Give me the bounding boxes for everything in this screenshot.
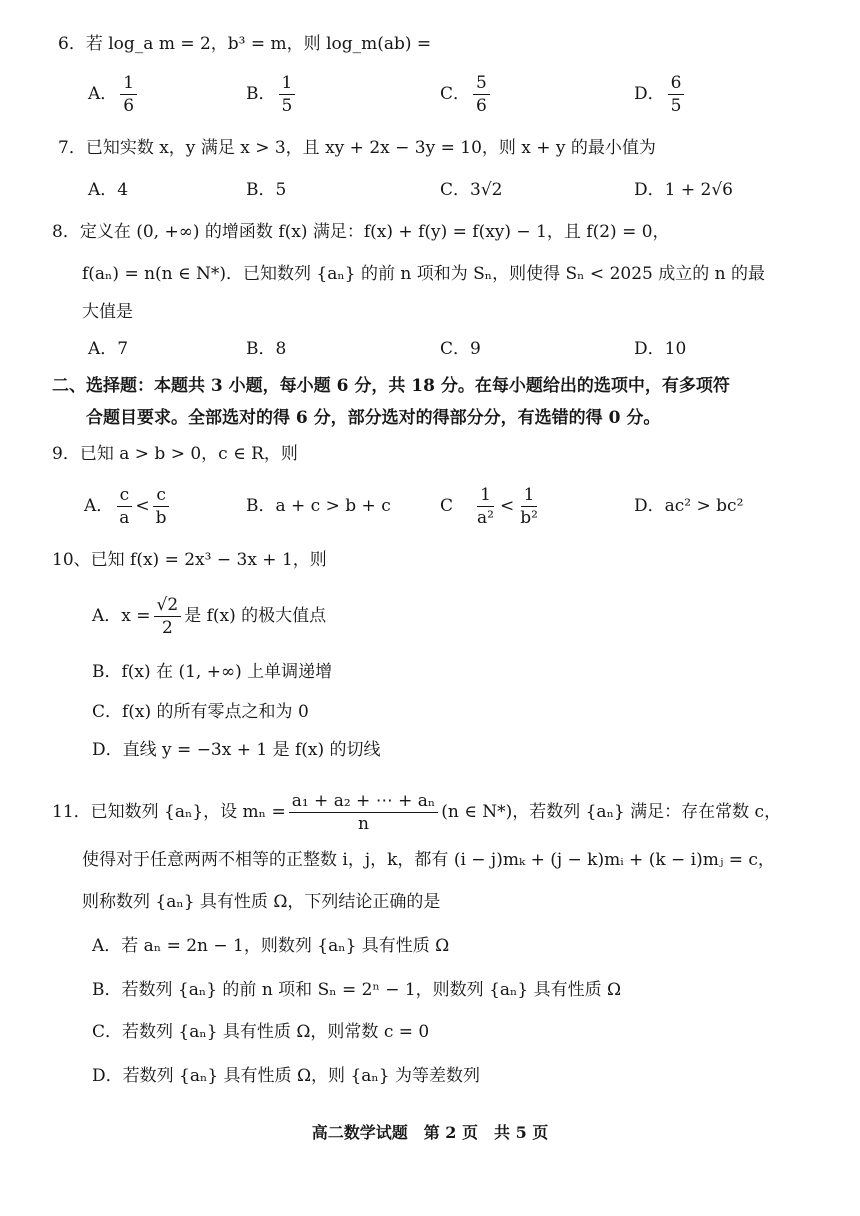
q7-stem: 7．已知实数 x，y 满足 x > 3，且 xy + 2x − 3y = 10，则 x + y 的最小值为 — [58, 138, 656, 158]
q9-option-c — [440, 484, 544, 529]
fraction — [116, 484, 132, 529]
q11-option-b: B．若数列 {aₙ} 的前 n 项和 Sₙ = 2ⁿ − 1，则数列 {aₙ} 具有性质 Ω — [92, 980, 622, 1000]
option-text: a + c > b + c — [275, 496, 391, 516]
stem-text: 11．已知数列 {aₙ}，设 mₙ = — [52, 802, 286, 822]
numerator: 1 — [120, 72, 137, 95]
option-text: 10 — [664, 339, 687, 359]
q7-option-a — [88, 178, 128, 202]
stem-text: (n ∈ N*)，若数列 {aₙ} 满足：存在常数 c， — [441, 802, 782, 822]
q8-stem-line2: f(aₙ) = n(n ∈ N*)．已知数列 {aₙ} 的前 n 项和为 Sₙ，则使得 Sₙ < 2025 成立的 n 的最 — [82, 264, 765, 284]
q11-stem-line2: 使得对于任意两两不相等的正整数 i，j，k，都有 (i − j)mₖ + (j − k)mᵢ + (k − i)mⱼ = c， — [82, 850, 775, 870]
q8-stem-line3: 大值是 — [82, 302, 133, 322]
q9-option-d — [634, 494, 743, 518]
option-text: 9 — [470, 339, 481, 359]
q11-stem-line1 — [52, 790, 781, 835]
denominator: b — [155, 508, 167, 528]
operator: < — [135, 496, 150, 516]
option-text: ac² > bc² — [664, 496, 744, 516]
option-letter: C — [440, 496, 454, 516]
fraction — [289, 790, 439, 835]
q11-option-c: C．若数列 {aₙ} 具有性质 Ω，则常数 c = 0 — [92, 1022, 430, 1042]
q7-option-d — [634, 178, 733, 202]
numerator: 5 — [473, 72, 490, 95]
q10-option-b: B．f(x) 在 (1, +∞) 上单调递增 — [92, 662, 333, 682]
fraction — [153, 484, 170, 529]
option-text: 7 — [117, 339, 129, 359]
q10-option-a — [92, 594, 326, 639]
option-text: 1 + 2√6 — [664, 180, 733, 200]
q9-stem: 9．已知 a > b > 0，c ∈ R，则 — [52, 444, 298, 464]
q10-option-c: C．f(x) 的所有零点之和为 0 — [92, 702, 309, 722]
q8-option-c — [440, 337, 481, 361]
q7-option-c — [440, 178, 502, 202]
option-text: 4 — [117, 180, 129, 200]
operator: < — [499, 496, 515, 516]
q9-option-a — [84, 484, 173, 529]
numerator: 6 — [668, 72, 685, 95]
q7-option-b — [246, 178, 286, 202]
fraction — [517, 484, 541, 529]
denominator: b² — [520, 508, 538, 528]
section2-heading-line2: 合题目要求。全部选对的得 6 分，部分选对的得部分分，有选错的得 0 分。 — [86, 408, 661, 428]
fraction — [473, 72, 490, 117]
option-letter: D． — [634, 339, 665, 359]
q9-option-b — [246, 494, 391, 518]
q8-option-b — [246, 337, 286, 361]
fraction — [154, 594, 182, 639]
denominator: n — [357, 814, 369, 834]
option-letter: B． — [246, 339, 276, 359]
option-letter: B． — [246, 180, 276, 200]
denominator: a — [119, 508, 130, 528]
option-letter: C． — [440, 84, 471, 104]
option-text: 3√2 — [470, 180, 503, 200]
fraction — [668, 72, 685, 117]
section2-heading-line1: 二、选择题：本题共 3 小题，每小题 6 分，共 18 分。在每小题给出的选项中，有多项符 — [52, 376, 730, 396]
fraction — [474, 484, 497, 529]
option-letter: A． — [88, 339, 118, 359]
numerator: 1 — [477, 484, 494, 507]
q6-option-c — [440, 72, 493, 117]
option-letter: D． — [634, 180, 665, 200]
page-footer: 高二数学试题 第 2 页 共 5 页 — [311, 1123, 549, 1142]
q6-option-d — [634, 72, 687, 117]
denominator: a² — [477, 508, 494, 528]
q8-stem-line1: 8．定义在 (0, +∞) 的增函数 f(x) 满足：f(x) + f(y) = f(xy) − 1，且 f(2) = 0， — [52, 222, 670, 242]
option-letter: C． — [440, 180, 471, 200]
numerator: c — [117, 484, 133, 507]
option-text: 是 f(x) 的极大值点 — [184, 606, 327, 626]
numerator: 1 — [521, 484, 538, 507]
q8-option-d — [634, 337, 686, 361]
option-letter: B． — [246, 84, 276, 104]
option-letter: A． — [88, 180, 118, 200]
option-text: 5 — [275, 180, 287, 200]
q11-option-a: A．若 aₙ = 2n − 1，则数列 {aₙ} 具有性质 Ω — [92, 936, 450, 956]
numerator: c — [153, 484, 169, 507]
q6-stem: 6．若 log_a m = 2，b³ = m，则 log_m(ab) = — [58, 34, 432, 54]
denominator: 5 — [281, 96, 293, 116]
option-letter: D． — [634, 496, 665, 516]
q6-option-b — [246, 72, 298, 117]
q6-option-a — [88, 72, 140, 117]
q10-option-d: D．直线 y = −3x + 1 是 f(x) 的切线 — [92, 740, 381, 760]
denominator: 5 — [670, 96, 682, 116]
fraction — [120, 72, 137, 117]
denominator: 2 — [161, 618, 173, 638]
option-letter: A． — [84, 496, 114, 516]
fraction — [279, 72, 296, 117]
q8-option-a — [88, 337, 128, 361]
q10-stem: 10、已知 f(x) = 2x³ − 3x + 1，则 — [52, 550, 327, 570]
numerator: a₁ + a₂ + ⋯ + aₙ — [289, 790, 439, 813]
denominator: 6 — [123, 96, 135, 116]
option-text: x = — [121, 606, 151, 626]
option-text: 8 — [275, 339, 287, 359]
numerator: √2 — [154, 594, 182, 617]
option-letter: A． — [88, 84, 118, 104]
denominator: 6 — [476, 96, 487, 116]
option-letter: D． — [634, 84, 665, 104]
numerator: 1 — [279, 72, 296, 95]
option-letter: C． — [440, 339, 471, 359]
option-letter: A． — [92, 606, 122, 626]
q11-stem-line3: 则称数列 {aₙ} 具有性质 Ω，下列结论正确的是 — [82, 892, 441, 912]
q11-option-d: D．若数列 {aₙ} 具有性质 Ω，则 {aₙ} 为等差数列 — [92, 1066, 480, 1086]
option-letter: B． — [246, 496, 276, 516]
